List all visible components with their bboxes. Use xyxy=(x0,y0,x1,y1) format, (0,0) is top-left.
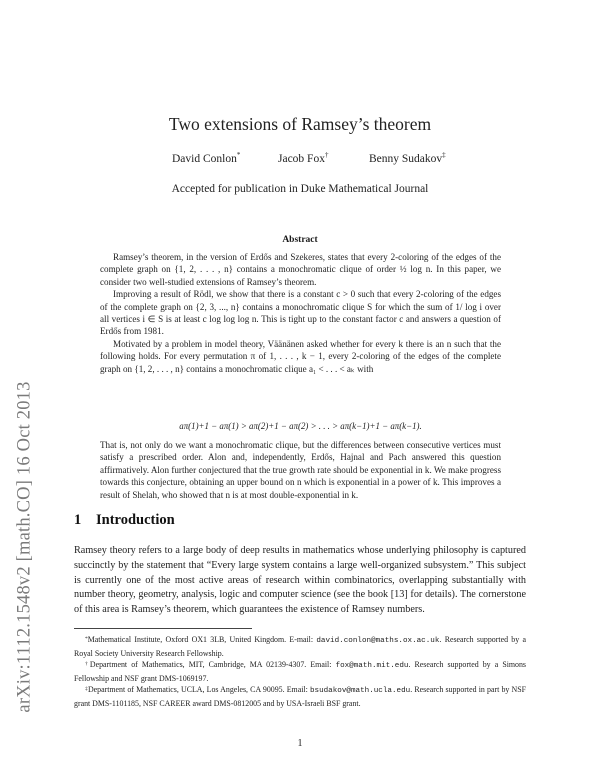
display-equation: aπ(1)+1 − aπ(1) > aπ(2)+1 − aπ(2) > . . . > aπ(k−1)+1 − aπ(k−1). xyxy=(179,421,422,431)
footnote-text: . Research supported by a Royal Society University Research Fellowship. xyxy=(74,635,526,658)
introduction-paragraph-1: Ramsey theory refers to a large body of deep results in mathematics whose underlying philosophy is captured succinctly by the statement that “Every large system contains a large well-organized subsystem.” This subject is currently one of the most active areas of research within combinatorics, overlapping substantially with number theory, geometry, analysis, logic and computer science (see the book [13] for details). The cornerstone of this area is Ramsey’s theorem, which guarantees the existence of Ramsey numbers. xyxy=(74,545,526,616)
footnote-rule xyxy=(74,628,252,629)
footnote-text: . Research supported by a Simons Fellowship and NSF grant DMS-1069197. xyxy=(74,660,527,683)
footnote-mark: † xyxy=(85,661,90,667)
abstract-paragraph-3: Motivated by a problem in model theory, Väänänen asked whether for every k there is an n such that the following holds. For every permutation π of 1, . . . , k − 1, every 2-coloring of the edges of the complete graph on {1, 2, . . . , n} contains a monochromatic clique a₁ < . . . < aₖ with xyxy=(100,338,501,374)
author-footnote-mark: † xyxy=(324,151,329,159)
footnote-mark: ‡ xyxy=(85,686,88,692)
paper-title: Two extensions of Ramsey’s theorem xyxy=(168,114,432,134)
author-3 xyxy=(369,153,446,165)
author-name: Jacob Fox xyxy=(278,153,325,165)
email-link[interactable]: david.conlon@maths.ox.ac.uk xyxy=(316,637,440,645)
introduction-body xyxy=(74,544,526,618)
footnote-3 xyxy=(74,684,526,710)
author-1 xyxy=(172,153,240,165)
footnote-2 xyxy=(74,659,526,685)
footnote-text: . Research supported in part by NSF grant DMS-1101185, NSF CAREER award DMS-0812005 and by USA-Israeli BSF grant. xyxy=(74,685,526,708)
footnote-1 xyxy=(74,634,526,660)
footnote-mark: * xyxy=(85,636,88,642)
author-2 xyxy=(278,153,328,165)
abstract-continuation xyxy=(100,439,501,501)
footnote-text: Department of Mathematics, UCLA, Los Angeles, CA 90095. Email: xyxy=(87,685,310,694)
publication-note: Accepted for publication in Duke Mathematical Journal xyxy=(171,183,429,195)
footnote-text: Mathematical Institute, Oxford OX1 3LB, United Kingdom. E-mail: xyxy=(87,635,317,644)
arxiv-stamp-text: arXiv:1112.1548v2 [math.CO] 16 Oct 2013 xyxy=(14,381,35,713)
author-footnote-mark: ‡ xyxy=(442,151,446,159)
section-heading xyxy=(74,512,175,529)
abstract-paragraph-1: Ramsey’s theorem, in the version of Erdős and Szekeres, states that every 2-coloring of the edges of the complete graph on {1, 2, . . . , n} contains a monochromatic clique of order ½ log n. In this paper, we consider two well-studied extensions of Ramsey’s theorem. xyxy=(100,252,501,287)
abstract-paragraph-2: Improving a result of Rödl, we show that there is a constant c > 0 such that every 2-coloring of the edges of the complete graph on {2, 3, ..., n} contains a monochromatic clique S for which the sum of 1/ log i over all vertices i ∈ S is at least c log log log n. This is tight up to the constant factor c and answers a question of Erdős from 1981. xyxy=(100,289,501,337)
author-name: Benny Sudakov xyxy=(369,153,443,165)
abstract-heading: Abstract xyxy=(282,235,318,245)
author-list xyxy=(0,153,600,169)
section-number: 1 xyxy=(74,512,82,528)
page-number: 1 xyxy=(297,738,303,749)
abstract-body xyxy=(100,251,501,375)
footnote-text: Department of Mathematics, MIT, Cambridge, MA 02139-4307. Email: xyxy=(89,660,336,669)
section-title: Introduction xyxy=(96,512,175,528)
email-link[interactable]: bsudakov@math.ucla.edu xyxy=(309,687,411,695)
abstract-paragraph-4: That is, not only do we want a monochromatic clique, but the differences between consecutive vertices must satisfy a prescribed order. Alon and, independently, Erdős, Hajnal and Pach answered this question affirmatively. Alon further conjectured that the true growth rate should be exponential in k. We make progress towards this conjecture, obtaining an upper bound on n which is exponential in a power of k. This improves a result of Shelah, who showed that n is at most double-exponential in k. xyxy=(100,440,501,500)
author-footnote-mark: * xyxy=(236,151,241,159)
author-name: David Conlon xyxy=(172,153,237,165)
email-link[interactable]: fox@math.mit.edu xyxy=(335,662,409,670)
